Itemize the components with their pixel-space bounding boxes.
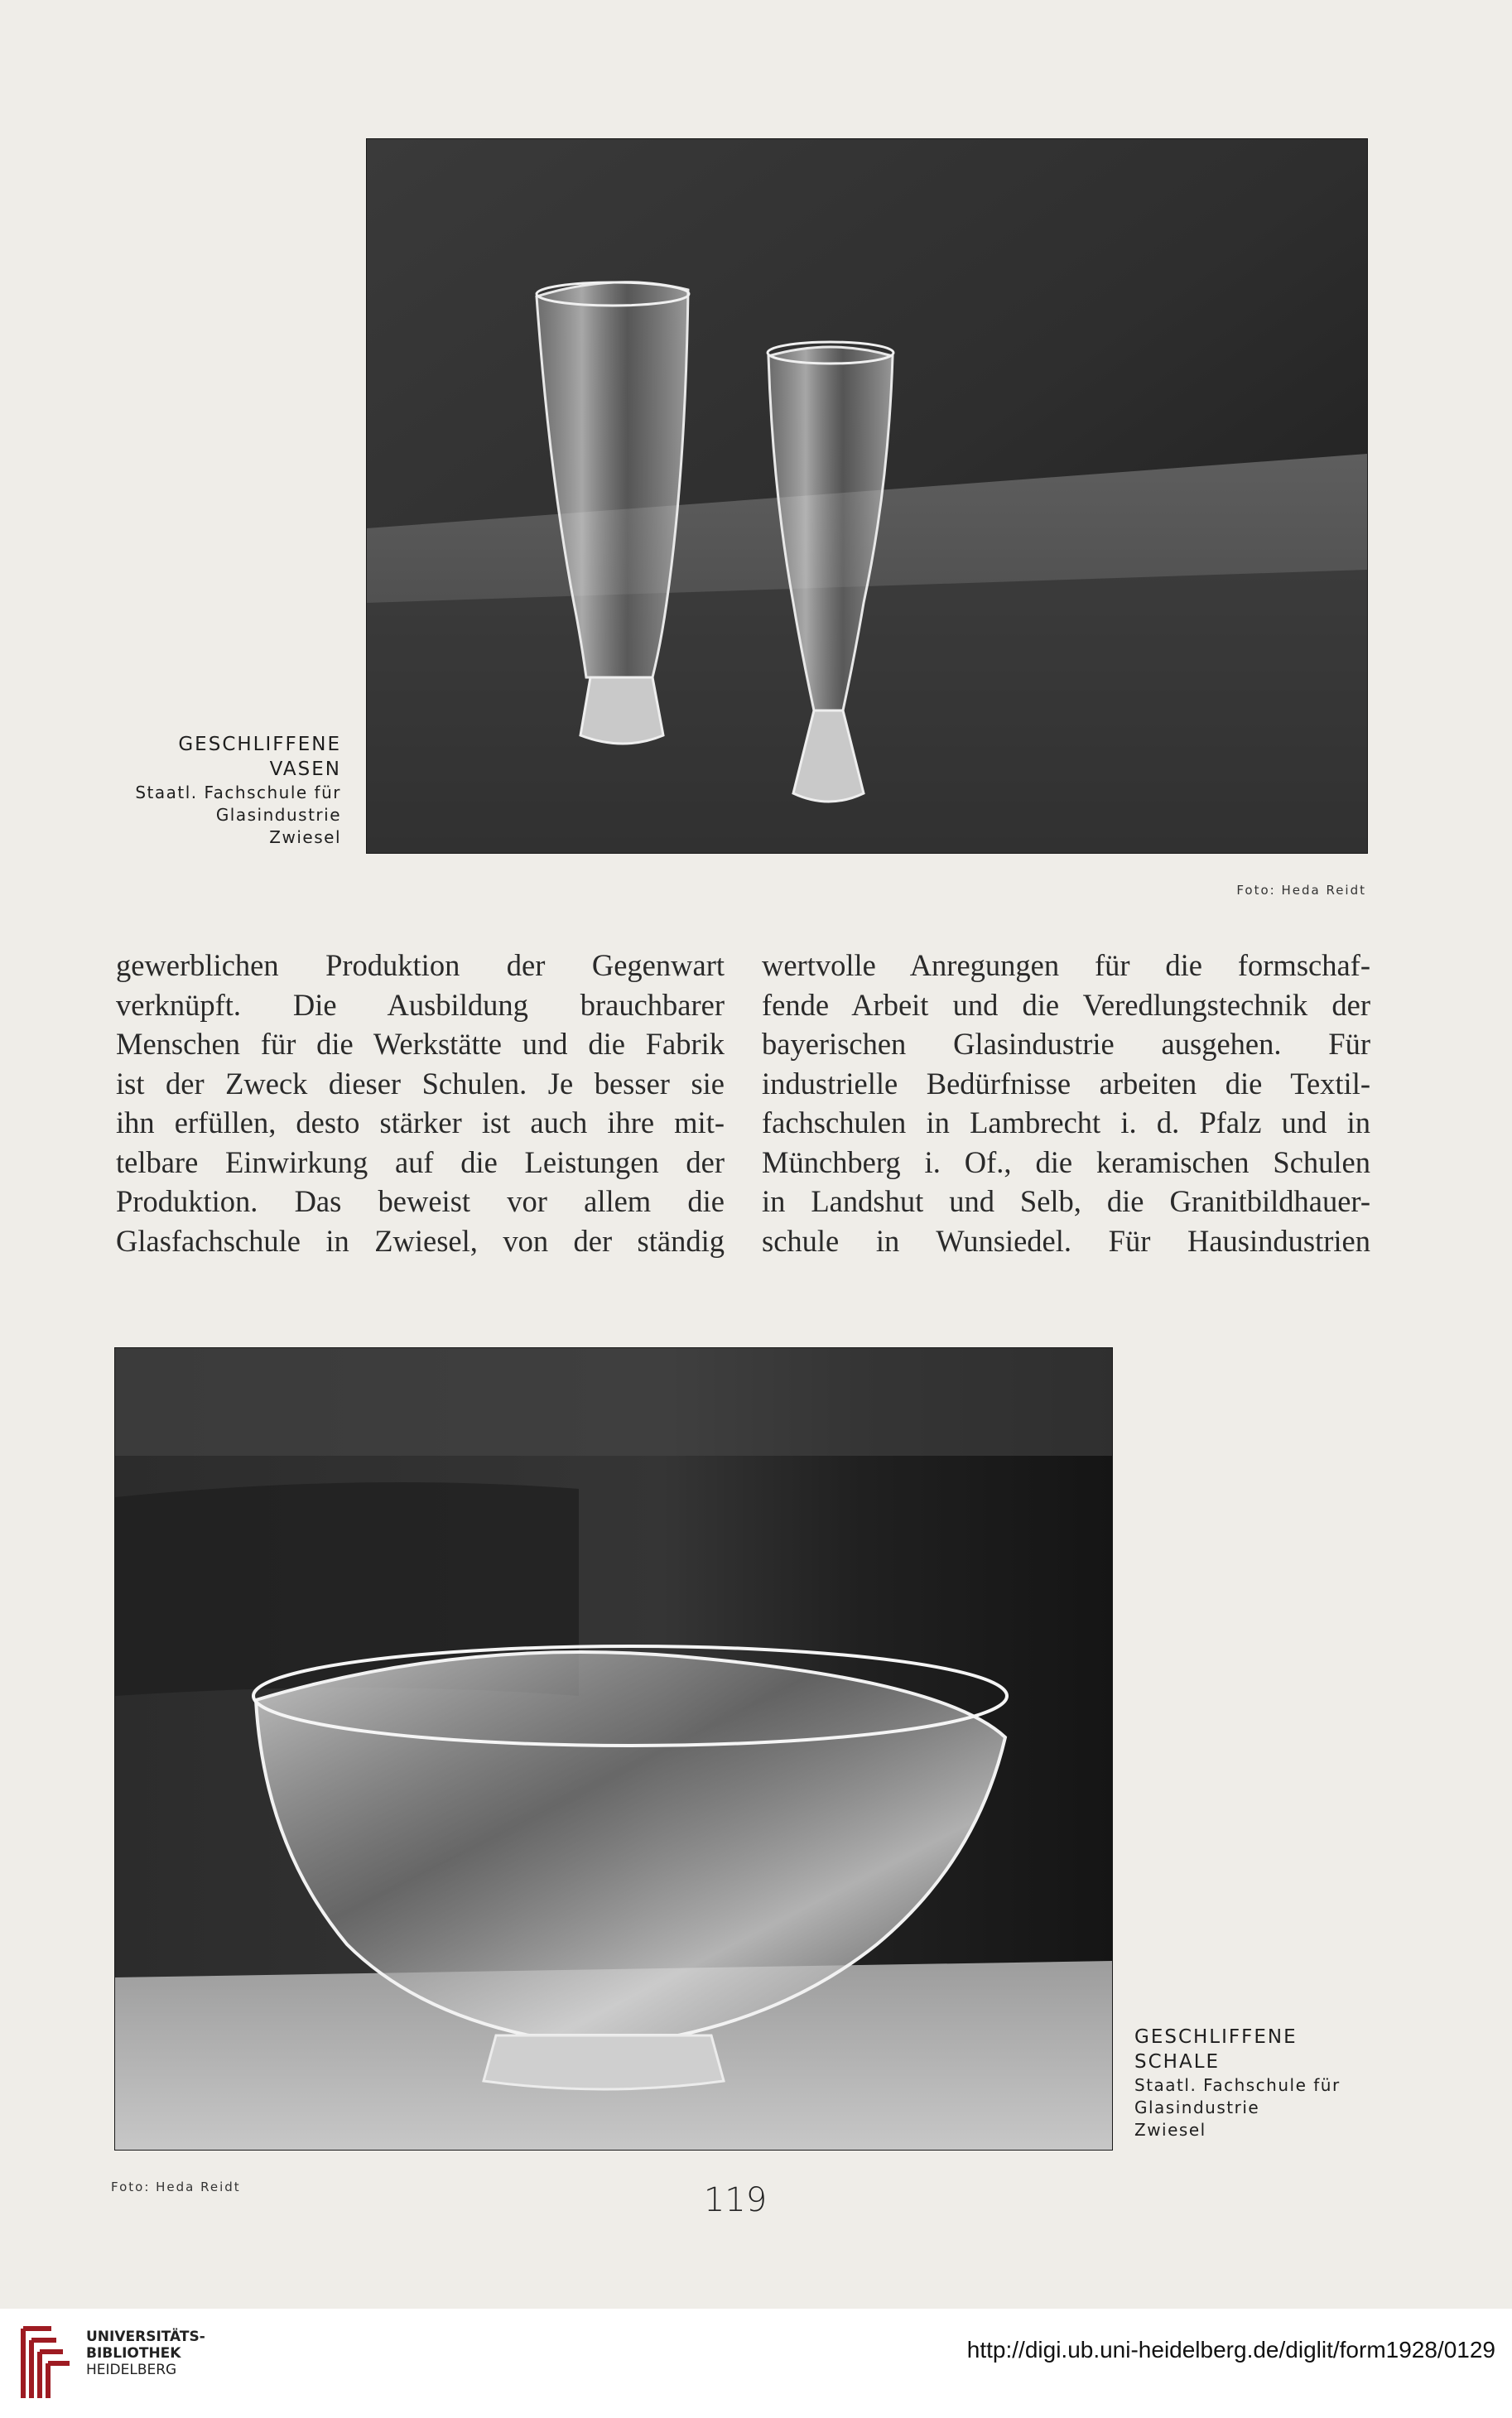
body-text-line: verknüpft. Die Ausbildung brauchbarer [116,987,725,1022]
body-text-line: Produktion. Das beweist vor allem die [116,1184,725,1218]
body-text-line: industrielle Bedürfnisse arbeiten die Textil- [762,1066,1370,1101]
vases-caption-credit-line: Staatl. Fachschule für [135,783,341,802]
vases-caption [68,732,341,849]
bowl-photo [114,1347,1113,2151]
university-library-logo-strokes [23,2329,70,2398]
library-name-line: UNIVERSITÄTS- [86,2329,205,2345]
vases-photo-credit: Foto: Heda Reidt [1236,883,1366,898]
body-text-line: telbare Einwirkung auf die Leistungen der [116,1144,725,1179]
vases-caption-credit-line: Glasindustrie [215,805,341,825]
library-name-line: BIBLIOTHEK [86,2345,181,2362]
body-text-line: in Landshut und Selb, die Granitbildhauer- [762,1184,1370,1218]
vases-caption-title-line: VASEN [269,759,341,780]
library-name [86,2329,205,2378]
body-text-line: Menschen für die Werkstätte und die Fabrik [116,1027,725,1061]
source-url-link[interactable]: http://digi.ub.uni-heidelberg.de/diglit/form1928/0129 [966,2337,1495,2363]
body-text-right-column [762,946,1370,1260]
bowl-caption [1134,2025,1408,2141]
logo-bars [23,2329,70,2398]
body-text-line: bayerischen Glasindustrie ausgehen. Für [762,1027,1370,1061]
bowl-caption-credit-line: Zwiesel [1134,2120,1206,2140]
body-text-line: fende Arbeit und die Veredlungstechnik der [762,987,1370,1022]
body-text-line: Münchberg i. Of., die keramischen Schulen [762,1144,1370,1179]
library-name-line: HEIDELBERG [86,2362,177,2378]
bowl-caption-credit-line: Glasindustrie [1134,2098,1260,2117]
body-text-line: Glasfachschule in Zwiesel, von der ständig [116,1223,725,1258]
body-text-line: wertvolle Anregungen für die formschaf- [762,948,1370,982]
body-text-line: ist der Zweck dieser Schulen. Je besser sie [116,1066,725,1101]
body-text-line: gewerblichen Produktion der Gegenwart [116,948,725,982]
university-library-logo-icon [18,2320,75,2406]
vases-photo [366,138,1368,854]
body-text-left-column [116,946,725,1260]
bowl-caption-title-line: GESCHLIFFENE [1134,2026,1298,2048]
body-text-line: schule in Wunsiedel. Für Hausindustrien [762,1223,1370,1258]
vases-photo-image [367,139,1367,853]
body-text-line: ihn erfüllen, desto stärker ist auch ihre mit- [116,1105,725,1139]
bowl-caption-title-line: SCHALE [1134,2051,1221,2073]
vases-caption-credit-line: Zwiesel [269,827,341,847]
bowl-photo-credit: Foto: Heda Reidt [111,2180,241,2194]
body-text-line: fachschulen in Lambrecht i. d. Pfalz und in [762,1105,1370,1139]
digitization-footer [0,2309,1512,2418]
bowl-photo-image [115,1348,1112,2150]
bowl-caption-credit-line: Staatl. Fachschule für [1134,2075,1341,2095]
page-number: 119 [703,2181,768,2219]
vases-caption-title-line: GESCHLIFFENE [178,734,341,755]
